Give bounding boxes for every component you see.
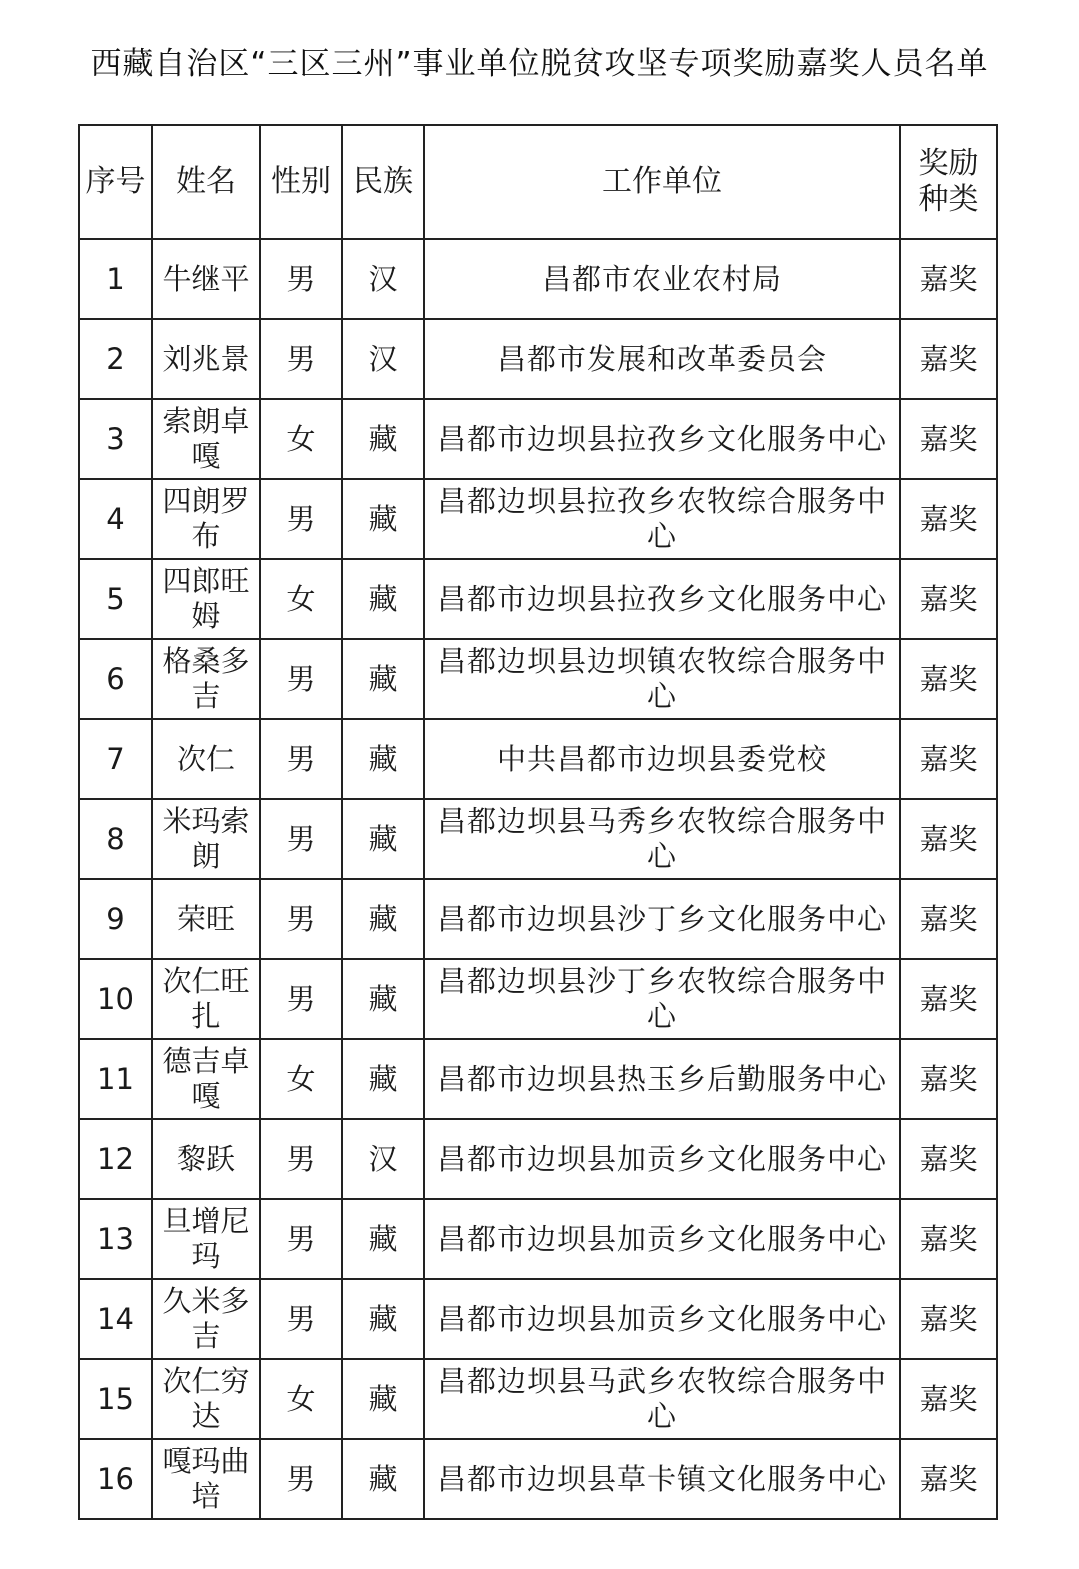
- cell-ethnicity: 藏: [342, 1039, 424, 1119]
- table-body: [79, 239, 997, 1519]
- cell-seq: 14: [79, 1279, 152, 1359]
- cell-award: 嘉奖: [900, 1359, 997, 1439]
- cell-gender: 男: [260, 719, 342, 799]
- table-row: [79, 559, 997, 639]
- cell-ethnicity: 藏: [342, 1439, 424, 1519]
- cell-ethnicity: 藏: [342, 799, 424, 879]
- cell-unit: 昌都边坝县沙丁乡农牧综合服务中心: [424, 959, 900, 1039]
- cell-award: 嘉奖: [900, 639, 997, 719]
- cell-unit: 昌都市边坝县加贡乡文化服务中心: [424, 1199, 900, 1279]
- cell-name: 四郎旺姆: [152, 559, 260, 639]
- cell-award: 嘉奖: [900, 959, 997, 1039]
- cell-seq: 15: [79, 1359, 152, 1439]
- table-row: [79, 479, 997, 559]
- table-row: [79, 239, 997, 319]
- cell-name: 旦增尼玛: [152, 1199, 260, 1279]
- table-row: [79, 959, 997, 1039]
- cell-ethnicity: 汉: [342, 239, 424, 319]
- cell-award: 嘉奖: [900, 1439, 997, 1519]
- cell-name: 索朗卓嘎: [152, 399, 260, 479]
- cell-award: 嘉奖: [900, 319, 997, 399]
- cell-seq: 1: [79, 239, 152, 319]
- cell-award: 嘉奖: [900, 1199, 997, 1279]
- cell-ethnicity: 汉: [342, 1119, 424, 1199]
- cell-gender: 男: [260, 1439, 342, 1519]
- table-row: [79, 639, 997, 719]
- cell-name: 久米多吉: [152, 1279, 260, 1359]
- cell-award: 嘉奖: [900, 799, 997, 879]
- cell-unit: 昌都边坝县边坝镇农牧综合服务中心: [424, 639, 900, 719]
- cell-gender: 女: [260, 1039, 342, 1119]
- cell-seq: 13: [79, 1199, 152, 1279]
- cell-ethnicity: 藏: [342, 1199, 424, 1279]
- cell-award: 嘉奖: [900, 1279, 997, 1359]
- cell-ethnicity: 藏: [342, 479, 424, 559]
- cell-name: 牛继平: [152, 239, 260, 319]
- table-row: [79, 1279, 997, 1359]
- table-row: [79, 319, 997, 399]
- cell-seq: 2: [79, 319, 152, 399]
- cell-name: 次仁穷达: [152, 1359, 260, 1439]
- cell-unit: 昌都市发展和改革委员会: [424, 319, 900, 399]
- page-title: 西藏自治区“三区三州”事业单位脱贫攻坚专项奖励嘉奖人员名单: [90, 46, 989, 82]
- cell-award: 嘉奖: [900, 559, 997, 639]
- header-unit: 工作单位: [424, 125, 900, 239]
- cell-award: 嘉奖: [900, 719, 997, 799]
- cell-gender: 男: [260, 799, 342, 879]
- cell-ethnicity: 藏: [342, 1279, 424, 1359]
- cell-ethnicity: 汉: [342, 319, 424, 399]
- cell-ethnicity: 藏: [342, 959, 424, 1039]
- table-header-row: [79, 125, 997, 239]
- cell-seq: 5: [79, 559, 152, 639]
- cell-gender: 男: [260, 959, 342, 1039]
- cell-gender: 男: [260, 1119, 342, 1199]
- cell-ethnicity: 藏: [342, 879, 424, 959]
- cell-gender: 男: [260, 319, 342, 399]
- cell-gender: 男: [260, 1279, 342, 1359]
- cell-unit: 昌都市边坝县草卡镇文化服务中心: [424, 1439, 900, 1519]
- table-row: [79, 1119, 997, 1199]
- cell-seq: 11: [79, 1039, 152, 1119]
- cell-name: 次仁: [152, 719, 260, 799]
- table-row: [79, 1359, 997, 1439]
- table-row: [79, 719, 997, 799]
- cell-name: 米玛索朗: [152, 799, 260, 879]
- cell-name: 刘兆景: [152, 319, 260, 399]
- cell-ethnicity: 藏: [342, 559, 424, 639]
- cell-gender: 男: [260, 479, 342, 559]
- cell-seq: 6: [79, 639, 152, 719]
- cell-unit: 昌都市边坝县拉孜乡文化服务中心: [424, 559, 900, 639]
- table-row: [79, 1039, 997, 1119]
- cell-unit: 昌都市边坝县加贡乡文化服务中心: [424, 1119, 900, 1199]
- cell-unit: 中共昌都市边坝县委党校: [424, 719, 900, 799]
- cell-gender: 男: [260, 639, 342, 719]
- cell-name: 荣旺: [152, 879, 260, 959]
- header-seq: 序号: [79, 125, 152, 239]
- cell-gender: 女: [260, 399, 342, 479]
- cell-award: 嘉奖: [900, 479, 997, 559]
- cell-award: 嘉奖: [900, 239, 997, 319]
- cell-unit: 昌都市农业农村局: [424, 239, 900, 319]
- cell-unit: 昌都市边坝县拉孜乡文化服务中心: [424, 399, 900, 479]
- cell-name: 黎跃: [152, 1119, 260, 1199]
- cell-ethnicity: 藏: [342, 399, 424, 479]
- cell-gender: 女: [260, 559, 342, 639]
- cell-seq: 12: [79, 1119, 152, 1199]
- cell-seq: 16: [79, 1439, 152, 1519]
- cell-award: 嘉奖: [900, 1039, 997, 1119]
- cell-unit: 昌都市边坝县沙丁乡文化服务中心: [424, 879, 900, 959]
- cell-seq: 3: [79, 399, 152, 479]
- table-row: [79, 1439, 997, 1519]
- cell-unit: 昌都边坝县拉孜乡农牧综合服务中心: [424, 479, 900, 559]
- header-name: 姓名: [152, 125, 260, 239]
- cell-name: 嘎玛曲培: [152, 1439, 260, 1519]
- cell-ethnicity: 藏: [342, 719, 424, 799]
- cell-name: 格桑多吉: [152, 639, 260, 719]
- cell-seq: 10: [79, 959, 152, 1039]
- cell-award: 嘉奖: [900, 1119, 997, 1199]
- cell-award: 嘉奖: [900, 399, 997, 479]
- cell-seq: 4: [79, 479, 152, 559]
- table-row: [79, 879, 997, 959]
- cell-seq: 9: [79, 879, 152, 959]
- cell-ethnicity: 藏: [342, 639, 424, 719]
- cell-seq: 7: [79, 719, 152, 799]
- cell-gender: 女: [260, 1359, 342, 1439]
- table-row: [79, 1199, 997, 1279]
- cell-ethnicity: 藏: [342, 1359, 424, 1439]
- cell-unit: 昌都市边坝县热玉乡后勤服务中心: [424, 1039, 900, 1119]
- awardee-table: [78, 124, 998, 1520]
- cell-name: 次仁旺扎: [152, 959, 260, 1039]
- cell-gender: 男: [260, 879, 342, 959]
- cell-seq: 8: [79, 799, 152, 879]
- cell-gender: 男: [260, 239, 342, 319]
- cell-gender: 男: [260, 1199, 342, 1279]
- cell-unit: 昌都边坝县马秀乡农牧综合服务中心: [424, 799, 900, 879]
- cell-unit: 昌都边坝县马武乡农牧综合服务中心: [424, 1359, 900, 1439]
- header-ethnicity: 民族: [342, 125, 424, 239]
- cell-name: 德吉卓嘎: [152, 1039, 260, 1119]
- cell-name: 四朗罗布: [152, 479, 260, 559]
- header-award-type: 奖励种类: [900, 125, 997, 239]
- table-row: [79, 799, 997, 879]
- table-row: [79, 399, 997, 479]
- cell-award: 嘉奖: [900, 879, 997, 959]
- cell-unit: 昌都市边坝县加贡乡文化服务中心: [424, 1279, 900, 1359]
- header-gender: 性别: [260, 125, 342, 239]
